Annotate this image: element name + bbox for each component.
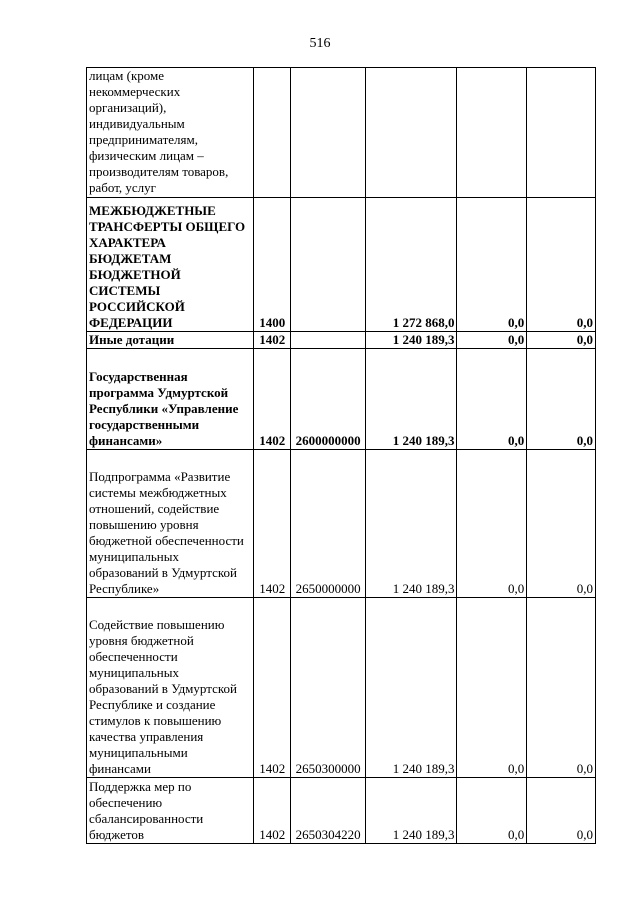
table-row <box>87 778 596 844</box>
row-target <box>291 198 366 332</box>
row-value-1: 0,0 <box>457 198 527 332</box>
row-code: 1400 <box>254 198 291 332</box>
row-name: МЕЖБЮДЖЕТНЫЕ ТРАНСФЕРТЫ ОБЩЕГО ХАРАКТЕРА БЮДЖЕТАМ БЮДЖЕТНОЙ СИСТЕМЫ РОССИЙСКОЙ ФЕДЕРАЦИИ <box>89 203 246 330</box>
row-name: Содействие повышению уровня бюджетной обеспеченности муниципальных образований в Удмуртской Республике и создание стимулов к повышению качества управления муниципальными финансами <box>89 617 237 776</box>
row-value-1 <box>457 68 527 198</box>
row-name-cell <box>87 332 254 349</box>
row-code: 1402 <box>254 332 291 349</box>
row-amount: 1 272 868,0 <box>366 198 457 332</box>
row-value-2: 0,0 <box>527 198 596 332</box>
table-row <box>87 598 596 778</box>
row-value-1: 0,0 <box>457 332 527 349</box>
row-value-1: 0,0 <box>457 598 527 778</box>
table-row <box>87 198 596 332</box>
row-name: лицам (кроме некоммерческих организаций), индивидуальным предпринимателям, физическим лицам – производителям товаров, работ, услуг <box>89 68 229 195</box>
row-name-cell <box>87 198 254 332</box>
row-amount: 1 240 189,3 <box>366 349 457 450</box>
row-name-cell <box>87 598 254 778</box>
row-target: 2600000000 <box>291 349 366 450</box>
row-value-2: 0,0 <box>527 778 596 844</box>
budget-table <box>86 67 596 844</box>
row-value-1: 0,0 <box>457 450 527 598</box>
row-name-cell <box>87 349 254 450</box>
row-name-cell <box>87 450 254 598</box>
row-code: 1402 <box>254 778 291 844</box>
row-amount: 1 240 189,3 <box>366 450 457 598</box>
row-value-2: 0,0 <box>527 450 596 598</box>
row-name: Государственная программа Удмуртской Республики «Управление государственными финансами» <box>89 369 239 448</box>
row-target: 2650304220 <box>291 778 366 844</box>
row-value-2 <box>527 68 596 198</box>
row-amount: 1 240 189,3 <box>366 332 457 349</box>
table-row <box>87 68 596 198</box>
row-name: Поддержка мер по обеспечению сбалансированности бюджетов <box>89 779 204 842</box>
row-target <box>291 332 366 349</box>
row-value-1: 0,0 <box>457 349 527 450</box>
row-name-cell <box>87 68 254 198</box>
row-value-2: 0,0 <box>527 598 596 778</box>
row-value-2: 0,0 <box>527 349 596 450</box>
row-code: 1402 <box>254 349 291 450</box>
row-target: 2650000000 <box>291 450 366 598</box>
row-value-1: 0,0 <box>457 778 527 844</box>
page-number: 516 <box>309 36 331 51</box>
row-value-2: 0,0 <box>527 332 596 349</box>
row-name: Иные дотации <box>89 332 175 347</box>
row-amount: 1 240 189,3 <box>366 778 457 844</box>
row-code: 1402 <box>254 598 291 778</box>
row-target <box>291 68 366 198</box>
table-row <box>87 450 596 598</box>
row-amount <box>366 68 457 198</box>
row-name: Подпрограмма «Развитие системы межбюджетных отношений, содействие повышению уровня бюджетной обеспеченности муниципальных образований в Удмуртской Республике» <box>89 469 244 596</box>
row-amount: 1 240 189,3 <box>366 598 457 778</box>
row-name-cell <box>87 778 254 844</box>
row-code: 1402 <box>254 450 291 598</box>
table-row <box>87 332 596 349</box>
row-code <box>254 68 291 198</box>
table-row <box>87 349 596 450</box>
row-target: 2650300000 <box>291 598 366 778</box>
